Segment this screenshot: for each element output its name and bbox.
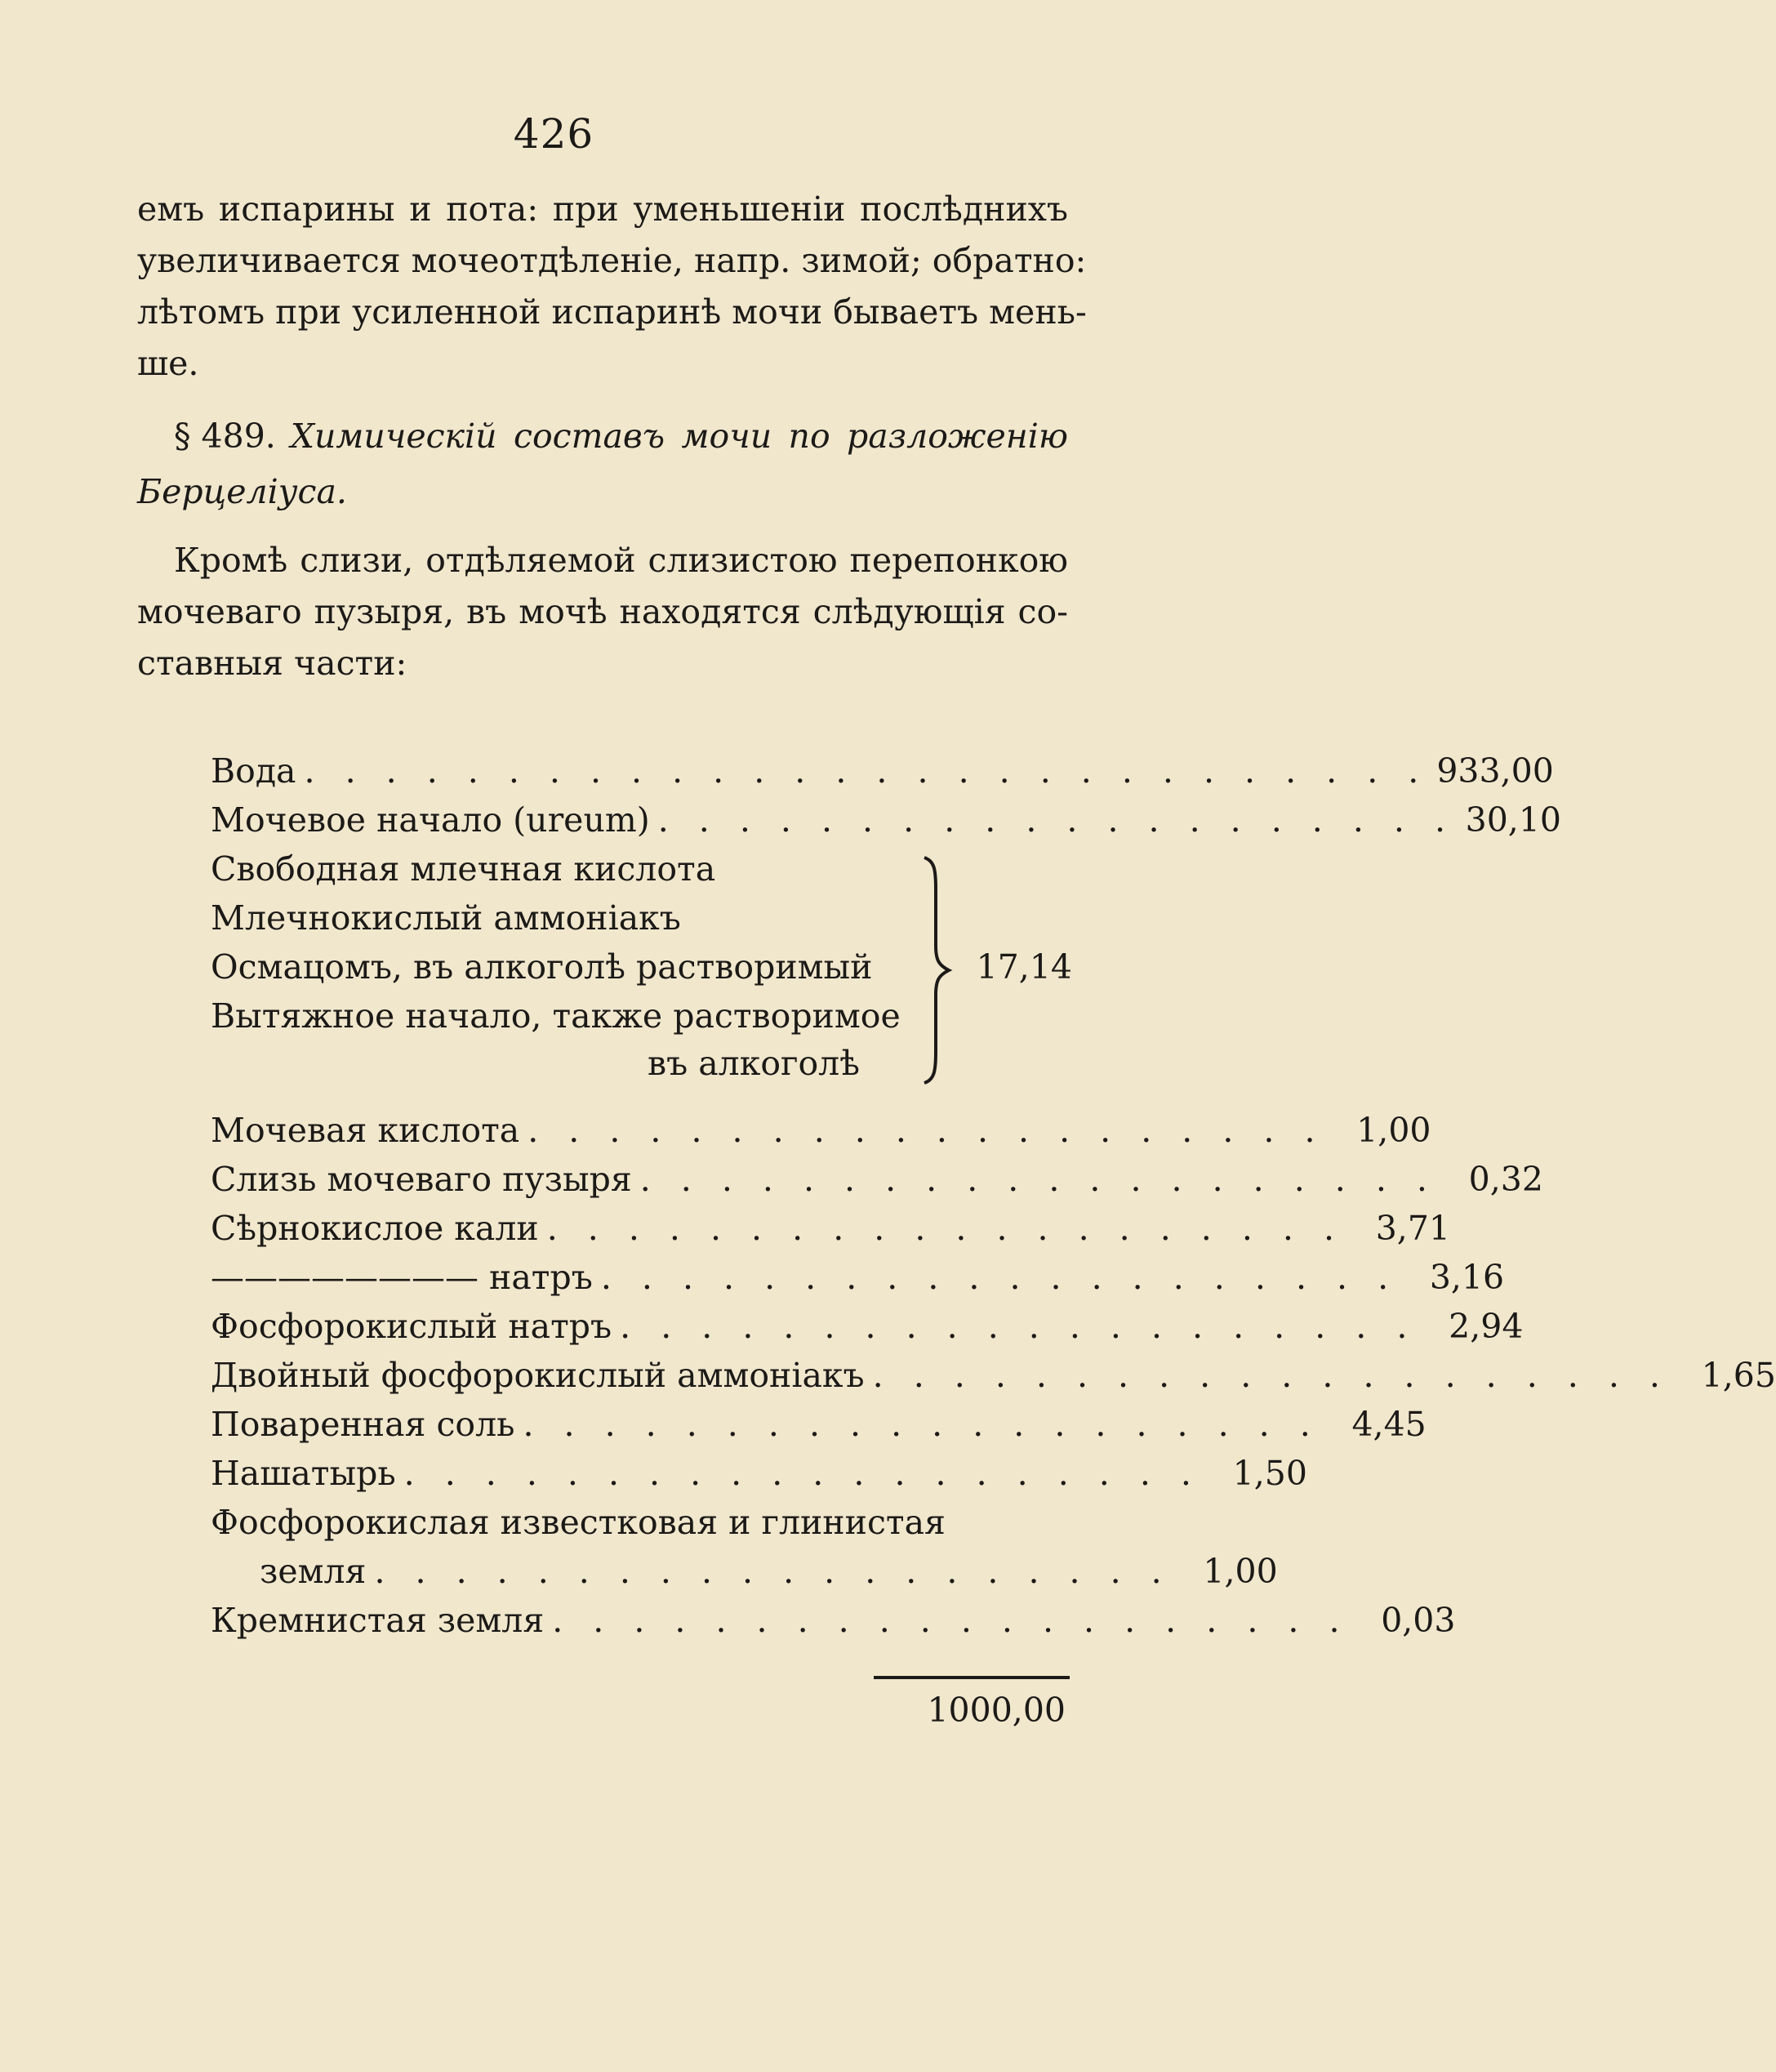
curly-brace-icon: [921, 856, 954, 1085]
text-line: ше.: [137, 344, 199, 383]
text-line: лѣтомъ при усиленной испаринѣ мочи бываетъ мень-: [137, 292, 1087, 332]
section-heading: [137, 408, 1068, 519]
table-row: Нашатырь . . . . . . . . . . . . . . . . . . . . 1,50: [211, 1454, 1307, 1493]
row-value: 1,65: [1701, 1356, 1776, 1395]
section-title: Химическій составъ мочи по разложенію: [290, 417, 1068, 456]
text-line: емъ испарины и пота: при уменьшеніи послѣднихъ: [137, 189, 1068, 229]
section-number: § 489.: [174, 417, 276, 456]
row-value: 30,10: [1465, 800, 1562, 840]
row-value: 4,45: [1351, 1405, 1427, 1444]
page-number: 426: [513, 110, 594, 158]
row-label: Кремнистая земля: [211, 1601, 545, 1640]
table-row: [211, 1503, 1072, 1550]
row-value: 0,03: [1381, 1601, 1456, 1640]
table-row: ———————— натръ . . . . . . . . . . . . . . . . . . . . 3,16: [211, 1258, 1505, 1297]
table-row: Слизь мочеваго пузыря . . . . . . . . . . . . . . . . . . . . 0,32: [211, 1160, 1543, 1199]
row-value: 0,32: [1468, 1160, 1543, 1199]
row-label: Вода: [211, 751, 296, 791]
table-row: Мочевое начало (ureum) . . . . . . . . . . . . . . . . . . . . 30,10: [211, 800, 1562, 840]
group-value: 17,14: [976, 947, 1072, 987]
table-row: Поваренная соль . . . . . . . . . . . . . . . . . . . . 4,45: [211, 1405, 1427, 1444]
row-label: Двойный фосфорокислый аммоніакъ: [211, 1356, 865, 1395]
row-label: Поваренная соль: [211, 1405, 515, 1444]
table-row: земля . . . . . . . . . . . . . . . . . . . . 1,00: [260, 1552, 1278, 1591]
text-line: Кромѣ слизи, отдѣляемой слизистою перепонкою: [174, 541, 1068, 580]
table-row: Фосфорокислый натръ . . . . . . . . . . . . . . . . . . . . 2,94: [211, 1307, 1524, 1346]
group-item: Осмацомъ, въ алкоголѣ растворимый: [211, 947, 873, 987]
table-row: Вода . . . . . . . . . . . . . . . . . . . . . . . . . . . . 933,00: [211, 751, 1554, 791]
row-value: 1,00: [1203, 1552, 1278, 1591]
table-row: Кремнистая земля . . . . . . . . . . . . . . . . . . . . 0,03: [211, 1601, 1456, 1640]
row-value: 3,71: [1375, 1209, 1451, 1248]
row-label: Мочевая кислота: [211, 1111, 520, 1150]
text-line: мочеваго пузыря, въ мочѣ находятся слѣдующія со-: [137, 592, 1068, 631]
row-value: 933,00: [1436, 751, 1554, 791]
group-item: Вытяжное начало, также растворимое: [211, 996, 901, 1036]
row-label: Мочевое начало (ureum): [211, 800, 650, 840]
row-label: Фосфорокислый натръ: [211, 1307, 612, 1346]
row-label: Фосфорокислая известковая и глинистая: [211, 1503, 946, 1542]
section-title-cont: Берцеліуса.: [137, 472, 347, 511]
row-label: Сѣрнокислое кали: [211, 1209, 539, 1248]
table-row: Сѣрнокислое кали . . . . . . . . . . . . . . . . . . . . 3,71: [211, 1209, 1451, 1248]
group-item: Свободная млечная кислота: [211, 849, 716, 889]
row-label: земля: [260, 1552, 367, 1591]
row-label: Нашатырь: [211, 1454, 396, 1493]
text-line: ставныя части:: [137, 644, 407, 683]
row-value: 1,50: [1232, 1454, 1307, 1493]
grouped-rows: [211, 849, 1072, 1094]
row-label: ———————— натръ: [211, 1258, 593, 1297]
table-row: Двойный фосфорокислый аммоніакъ . . . . . . . . . . . . . . . . . . . . 1,65: [211, 1356, 1776, 1395]
total-value: 1000,00: [927, 1691, 1066, 1730]
total-rule: [874, 1676, 1070, 1679]
row-value: 2,94: [1449, 1307, 1524, 1346]
row-value: 1,00: [1356, 1111, 1431, 1150]
row-value: 3,16: [1429, 1258, 1505, 1297]
text-line: увеличивается мочеотдѣленіе, напр. зимой; обратно:: [137, 241, 1087, 280]
intro-paragraph: [137, 184, 1087, 390]
table-row: Мочевая кислота . . . . . . . . . . . . . . . . . . . . 1,00: [211, 1111, 1431, 1150]
body-paragraph: [137, 535, 1068, 689]
group-item: въ алкоголѣ: [648, 1044, 860, 1083]
group-item: Млечнокислый аммоніакъ: [211, 898, 681, 938]
row-label: Слизь мочеваго пузыря: [211, 1160, 632, 1199]
